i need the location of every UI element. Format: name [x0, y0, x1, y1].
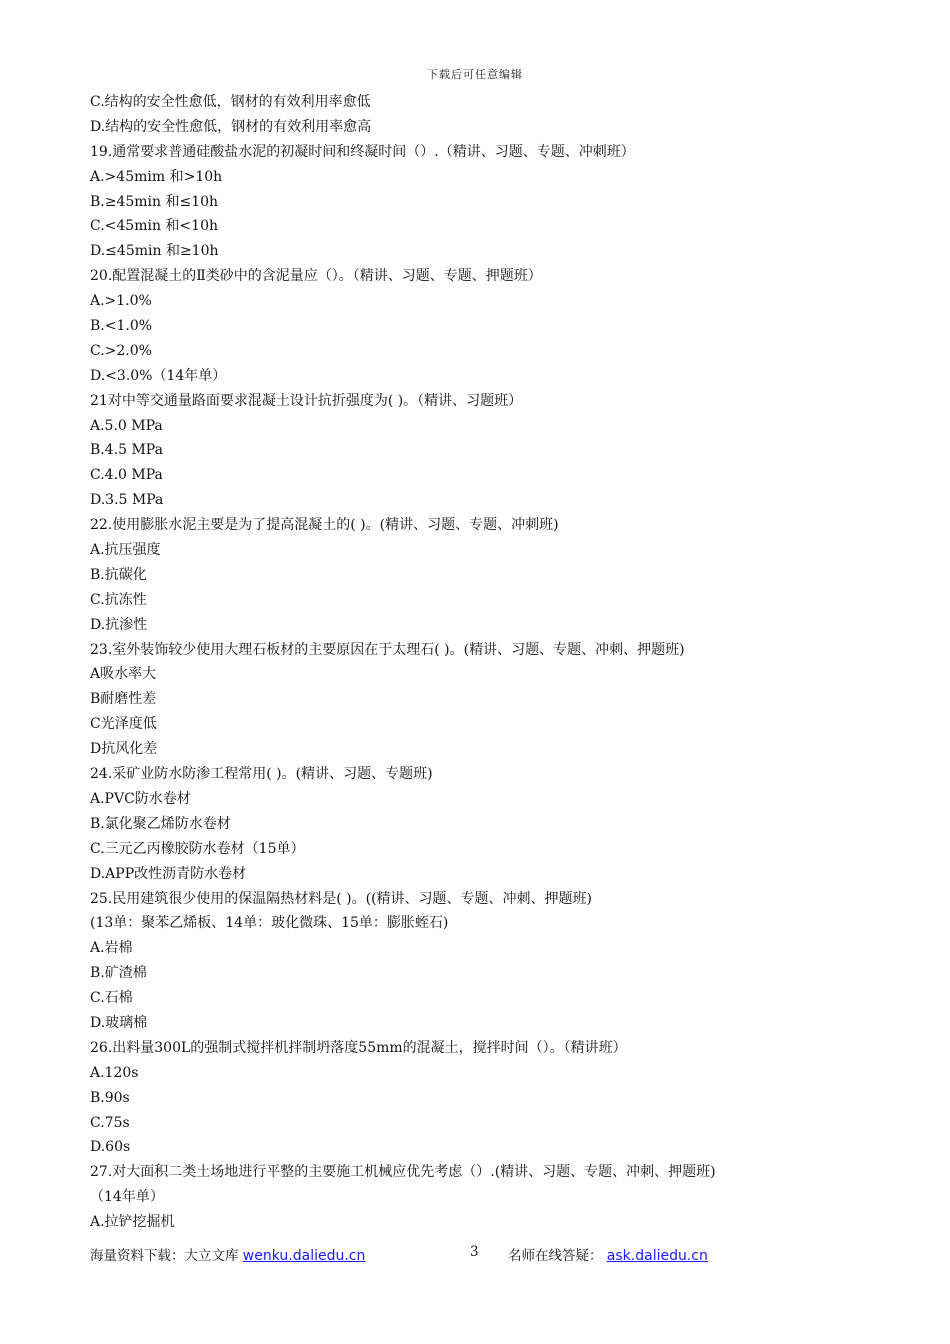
footer-right	[508, 1244, 708, 1264]
ask-link[interactable]: ask.daliedu.cn	[606, 1248, 708, 1264]
footer-ask-label: 名师在线答疑：	[508, 1248, 603, 1264]
option-line: A吸水率大	[90, 666, 157, 683]
option-line: B.矿渣棉	[90, 965, 147, 982]
question-27: 27.对大面积二类土场地进行平整的主要施工机械应优先考虑（）.(精讲、习题、专题、冲刺、押题班)	[90, 1164, 716, 1181]
option-line: A.PVC防水卷材	[90, 790, 191, 807]
option-line: C光泽度低	[90, 716, 157, 733]
option-line: D.APP改性沥青防水卷材	[90, 865, 247, 882]
question-23: 23.室外装饰较少使用大理石板材的主要原因在于太理石( )。(精讲、习题、专题、冲刺、押题班)	[90, 641, 685, 658]
question-26: 26.出料量300L的强制式搅拌机拌制坍落度55mm的混凝土，搅拌时间（）。（精讲班）	[90, 1039, 627, 1056]
option-line: B.90s	[90, 1089, 130, 1106]
option-line: D.抗渗性	[90, 616, 148, 633]
option-line: B.氯化聚乙烯防水卷材	[90, 815, 231, 832]
option-line: C.<45min 和<10h	[90, 218, 218, 235]
option-line: A.5.0 MPa	[90, 417, 163, 434]
option-line: D.<3.0%（14年单）	[90, 367, 227, 384]
question-20: 20.配置混凝土的Ⅱ类砂中的含泥量应（）。（精讲、习题、专题、押题班）	[90, 268, 542, 285]
option-line: D.3.5 MPa	[90, 492, 164, 509]
question-25: 25.民用建筑很少使用的保温隔热材料是( )。((精讲、习题、专题、冲刺、押题班)	[90, 890, 593, 907]
footer-left	[90, 1244, 365, 1264]
option-line: C.75s	[90, 1114, 130, 1131]
question-22: 22.使用膨胀水泥主要是为了提高混凝土的( )。(精讲、习题、专题、冲刺班)	[90, 517, 559, 534]
option-line: A.>45mim 和>10h	[90, 168, 223, 185]
footer-download-label: 海量资料下载：大立文库	[90, 1248, 239, 1264]
option-line: A.拉铲挖掘机	[90, 1214, 175, 1231]
option-line: C.4.0 MPa	[90, 467, 163, 484]
option-line: A.120s	[90, 1064, 139, 1081]
option-line: A.抗压强度	[90, 542, 161, 559]
header-note: 下载后可任意编辑	[427, 68, 523, 81]
question-note: (13单：聚苯乙烯板、14单：玻化微珠、15单：膨胀蛭石)	[90, 915, 449, 932]
option-line: B.≥45min 和≤10h	[90, 193, 219, 210]
option-line: D.60s	[90, 1139, 131, 1156]
option-line: A.>1.0%	[90, 293, 152, 310]
text-line: D.结构的安全性愈低，钢材的有效利用率愈高	[90, 118, 372, 135]
question-note: （14年单）	[90, 1189, 164, 1206]
option-line: C.三元乙丙橡胶防水卷材（15单）	[90, 840, 305, 857]
question-24: 24.采矿业防水防渗工程常用( )。(精讲、习题、专题班)	[90, 766, 433, 783]
document-body	[90, 90, 870, 1235]
question-21: 21对中等交通量路面要求混凝土设计抗折强度为( )。（精讲、习题班）	[90, 392, 523, 409]
option-line: D.≤45min 和≥10h	[90, 243, 219, 260]
option-line: D.玻璃棉	[90, 1014, 148, 1031]
option-line: B.<1.0%	[90, 318, 153, 335]
option-line: A.岩棉	[90, 940, 133, 957]
question-19: 19.通常要求普通硅酸盐水泥的初凝时间和终凝时间（）.（精讲、习题、专题、冲刺班）	[90, 143, 635, 160]
option-line: B.抗碳化	[90, 566, 147, 583]
wenku-link[interactable]: wenku.daliedu.cn	[242, 1248, 366, 1264]
option-line: C.石棉	[90, 990, 133, 1007]
option-line: C.>2.0%	[90, 342, 152, 359]
text-line: C.结构的安全性愈低，钢材的有效利用率愈低	[90, 94, 371, 110]
option-line: C.抗冻性	[90, 591, 147, 608]
option-line: B.4.5 MPa	[90, 442, 163, 459]
page-footer	[90, 1244, 870, 1266]
option-line: D抗风化差	[90, 741, 158, 758]
page-number: 3	[470, 1244, 479, 1260]
option-line: B耐磨性差	[90, 691, 157, 708]
